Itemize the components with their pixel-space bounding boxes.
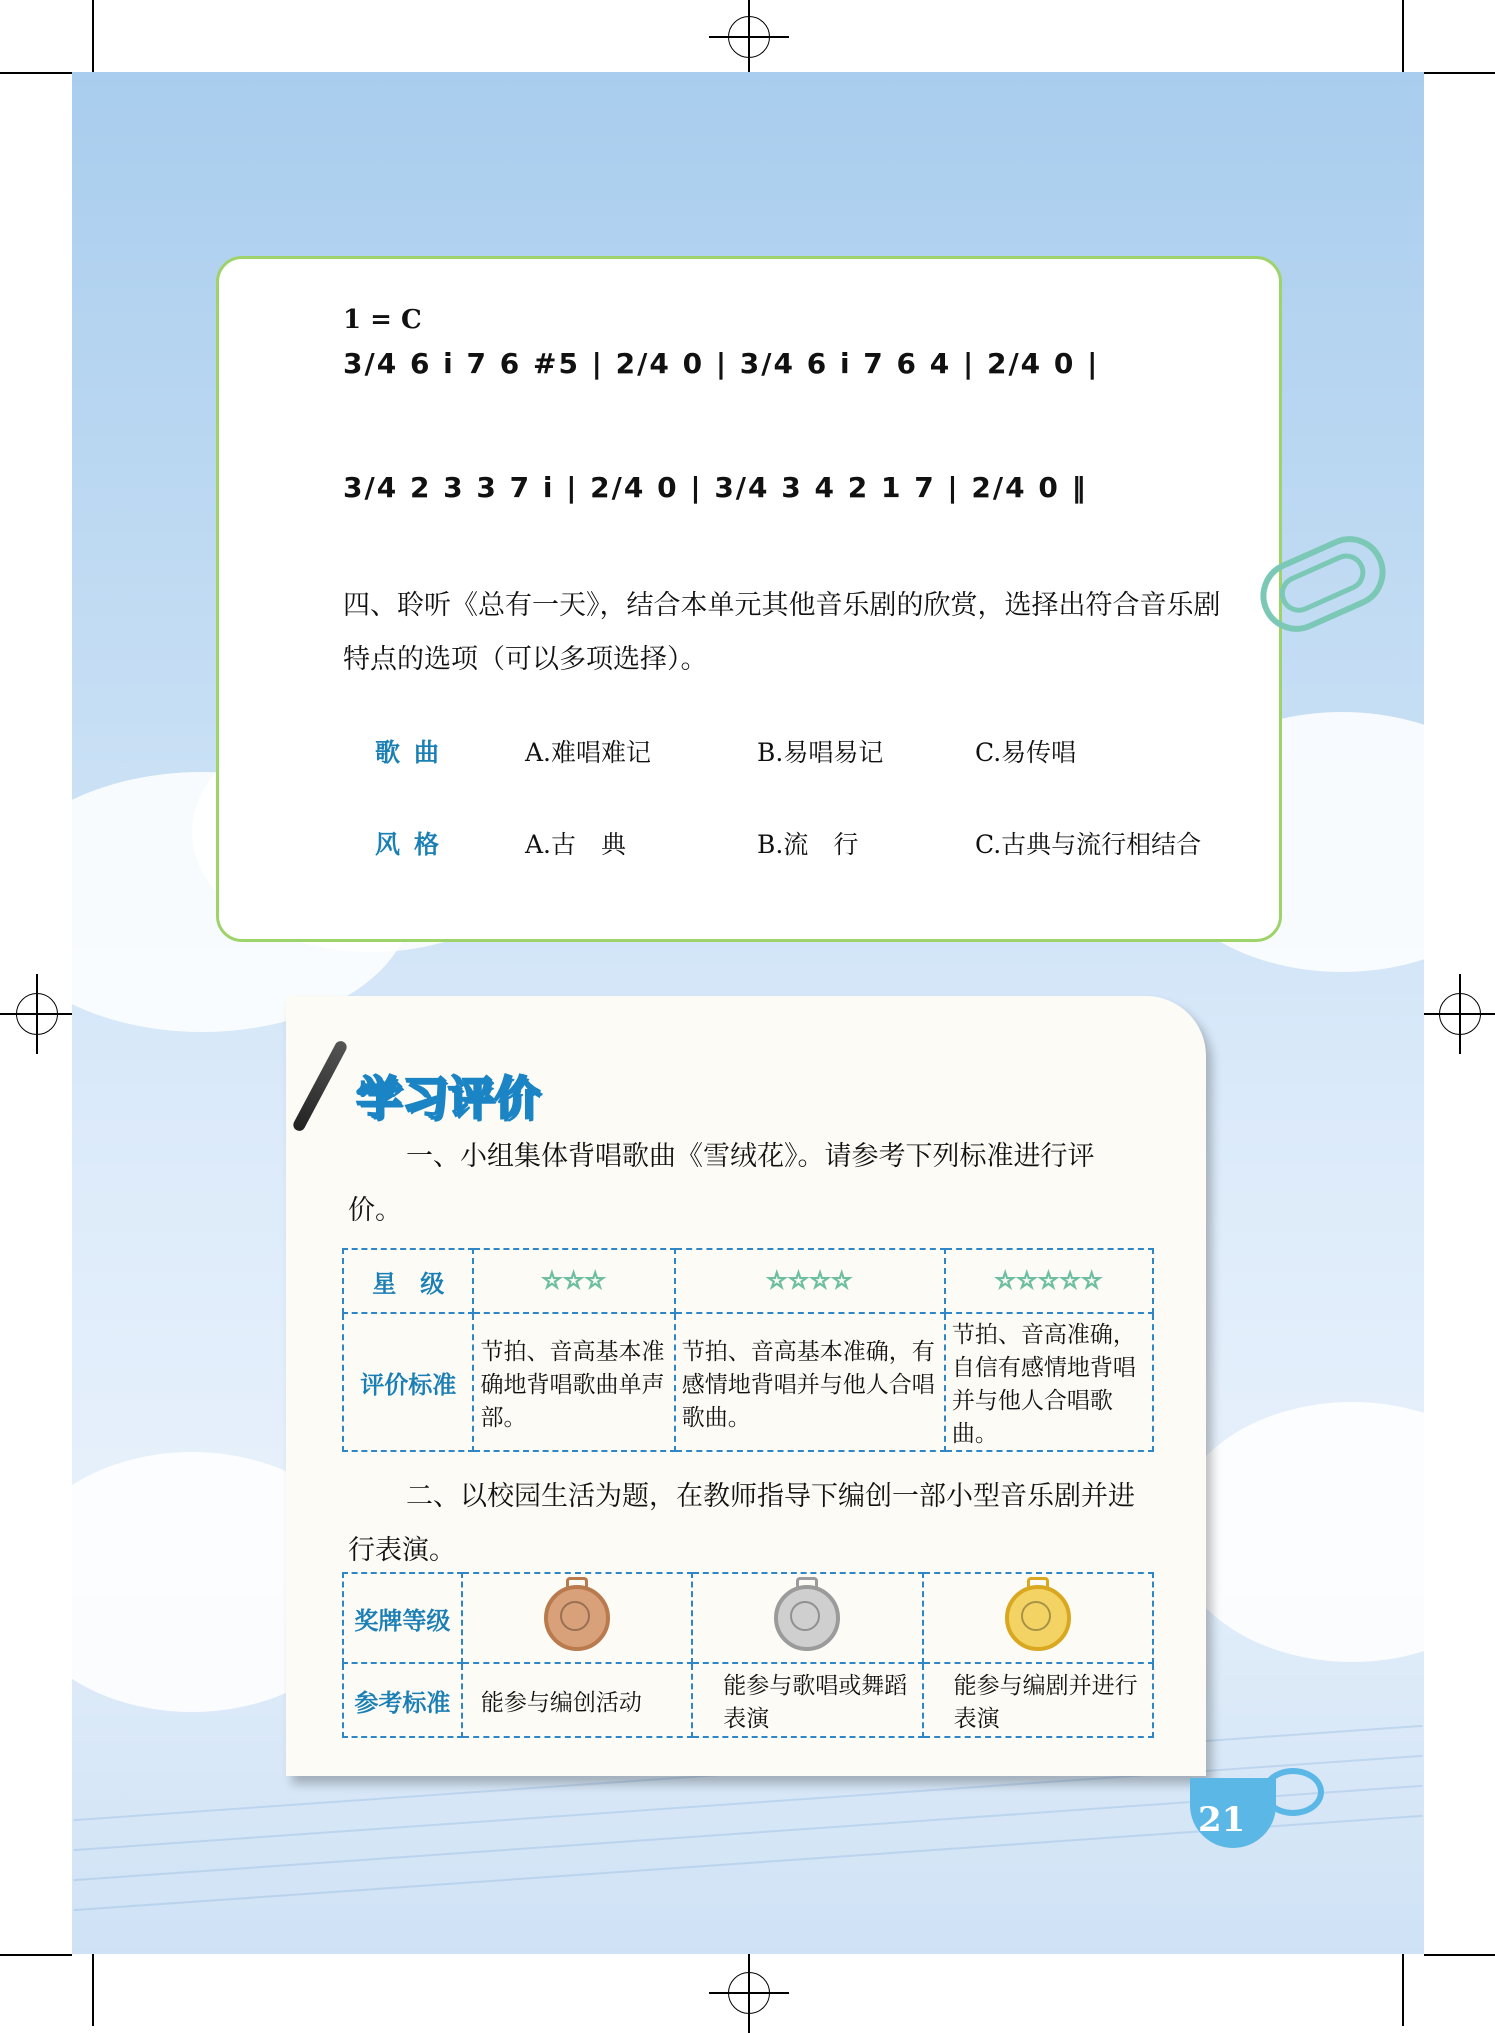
crop-mark: [92, 1954, 94, 2026]
evaluation-part-2: 二、以校园生活为题，在教师指导下编创一部小型音乐剧并进行表演。: [348, 1481, 1135, 1566]
five-star-icon: ☆☆☆☆☆: [945, 1249, 1153, 1313]
page-number: 21: [1198, 1800, 1246, 1840]
medal-table: [342, 1572, 1154, 1738]
crop-mark: [1424, 1954, 1495, 1956]
registration-mark: [728, 1972, 770, 2014]
option-c[interactable]: C.古典与流行相结合: [975, 830, 1202, 859]
medal-cell: [692, 1573, 922, 1663]
criteria-cell: 节拍、音高准确，自信有感情地背唱并与他人合唱歌曲。: [945, 1313, 1153, 1451]
reference-cell: 能参与编剧并进行表演: [923, 1663, 1153, 1737]
question-4-text: 四、聆听《总有一天》，结合本单元其他音乐剧的欣赏，选择出符合音乐剧特点的选项（可以多项选择）。: [343, 590, 1221, 675]
evaluation-part-1: 一、小组集体背唱歌曲《雪绒花》。请参考下列标准进行评价。: [348, 1141, 1095, 1226]
evaluation-title: 学习评价: [356, 1071, 540, 1125]
option-a[interactable]: A.古 典: [525, 830, 627, 859]
three-star-icon: ☆☆☆: [473, 1249, 674, 1313]
option-c[interactable]: C.易传唱: [975, 738, 1077, 767]
reference-cell: 能参与编创活动: [462, 1663, 692, 1737]
crop-mark: [92, 0, 94, 72]
table-header-reference: 参考标准: [343, 1663, 462, 1737]
crop-mark: [0, 1954, 72, 1956]
criteria-cell: 节拍、音高基本准确地背唱歌曲单声部。: [473, 1313, 674, 1451]
quill-icon: [291, 1039, 349, 1133]
star-rating-table: [342, 1248, 1154, 1452]
option-row-label: 歌曲: [375, 738, 454, 767]
medal-cell: [462, 1573, 692, 1663]
bronze-medal-icon: [544, 1585, 610, 1651]
registration-mark: [16, 993, 58, 1035]
key-signature: 1 = C: [343, 305, 422, 335]
registration-mark: [728, 16, 770, 58]
table-header-criteria: 评价标准: [343, 1313, 473, 1451]
cloud: [1172, 1402, 1424, 1662]
option-b[interactable]: B.易唱易记: [757, 738, 884, 767]
crop-mark: [1402, 0, 1404, 72]
four-star-icon: ☆☆☆☆: [675, 1249, 945, 1313]
option-a[interactable]: A.难唱难记: [525, 738, 652, 767]
medal-cell: [923, 1573, 1153, 1663]
evaluation-card: [286, 996, 1206, 1776]
reference-cell: 能参与歌唱或舞蹈表演: [692, 1663, 922, 1737]
score-line-2: 3/4 2 3 3 7 i | 2/4 0 | 3/4 3 4 2 1 7 | 2/4 0 ‖: [343, 471, 1088, 504]
score-line-1: 3/4 6 i 7 6 #5 | 2/4 0 | 3/4 6 i 7 6 4 | 2/4 0 |: [343, 347, 1100, 380]
option-b[interactable]: B.流 行: [757, 830, 859, 859]
crop-mark: [1402, 1954, 1404, 2026]
score-card: [216, 256, 1282, 942]
option-row-label: 风格: [375, 830, 454, 859]
table-header-medal-level: 奖牌等级: [343, 1573, 462, 1663]
criteria-cell: 节拍、音高基本准确，有感情地背唱并与他人合唱歌曲。: [675, 1313, 945, 1451]
table-header-star-level: 星 级: [343, 1249, 473, 1313]
registration-mark: [1439, 993, 1481, 1035]
crop-mark: [1424, 72, 1495, 74]
silver-medal-icon: [774, 1585, 840, 1651]
gold-medal-icon: [1005, 1585, 1071, 1651]
crop-mark: [0, 72, 72, 74]
